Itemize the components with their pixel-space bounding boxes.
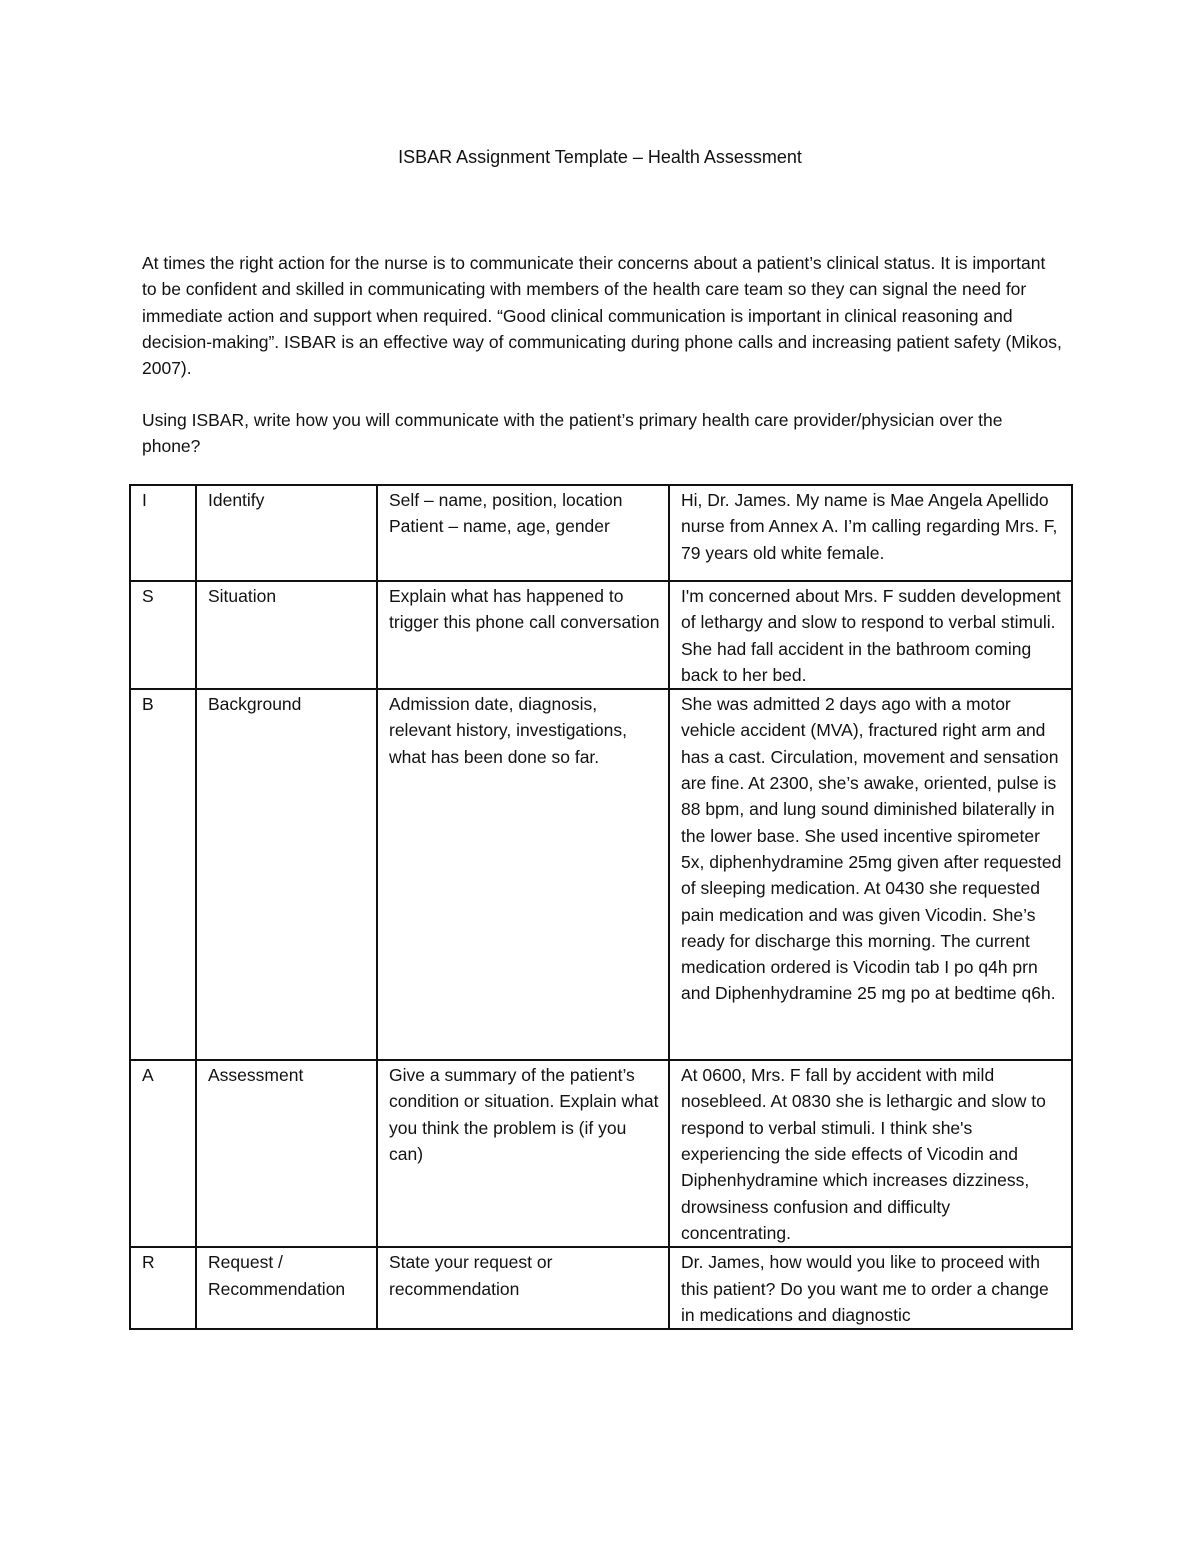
row-guide	[377, 1247, 669, 1329]
isbar-table	[129, 484, 1073, 1330]
row-letter-text: R	[142, 1252, 155, 1273]
table-row-situation	[130, 581, 1072, 689]
row-response	[669, 1247, 1072, 1329]
row-guide-text: Explain what has happened to trigger this phone call conversation	[389, 586, 660, 633]
row-guide-text: Self – name, position, location Patient – name, age, gender	[389, 490, 623, 537]
row-response-text: I'm concerned about Mrs. F sudden development of lethargy and slow to respond to verbal stimuli. She had fall accident in the bathroom coming back to her bed.	[681, 586, 1061, 685]
table-row-assessment	[130, 1060, 1072, 1247]
row-guide	[377, 581, 669, 689]
row-guide	[377, 485, 669, 581]
table-row-background	[130, 689, 1072, 1060]
row-response-text: Dr. James, how would you like to proceed with this patient? Do you want me to order a change in medications and diagnostic	[681, 1252, 1049, 1325]
row-letter-text: B	[142, 694, 154, 715]
row-letter	[130, 485, 196, 581]
row-guide	[377, 689, 669, 1060]
row-guide-text: Give a summary of the patient’s condition or situation. Explain what you think the problem is (if you can)	[389, 1065, 659, 1165]
row-response	[669, 581, 1072, 689]
row-guide	[377, 1060, 669, 1247]
row-response-text: At 0600, Mrs. F fall by accident with mild nosebleed. At 0830 she is lethargic and slow to respond to verbal stimuli. I think she's experiencing the side effects of Vicodin and Diphenhydramine which increases dizziness, drowsiness confusion and difficulty concentrating.	[681, 1065, 1046, 1243]
row-response-text: She was admitted 2 days ago with a motor vehicle accident (MVA), fractured right arm and has a cast. Circulation, movement and sensation are fine. At 2300, she’s awake, oriented, pulse is 88 bpm, and lung sound diminished bilaterally in the lower base. She used incentive spirometer 5x, diphenhydramine 25mg given after requested of sleeping medication. At 0430 she requested pain medication and was given Vicodin. She’s ready for discharge this morning. The current medication ordered is Vicodin tab I po q4h prn and Diphenhydramine 25 mg po at bedtime q6h.	[681, 694, 1062, 1004]
row-response	[669, 485, 1072, 581]
row-label-text: Situation	[208, 586, 277, 606]
row-letter-text: I	[142, 490, 147, 510]
row-label-text: Background	[208, 694, 302, 715]
row-guide-text: State your request or recommendation	[389, 1252, 553, 1299]
row-letter	[130, 1247, 196, 1329]
row-response-text: Hi, Dr. James. My name is Mae Angela Apellido nurse from Annex A. I’m calling regarding Mrs. F, 79 years old white female.	[681, 490, 1058, 563]
row-guide-text: Admission date, diagnosis, relevant history, investigations, what has been done so far.	[389, 694, 627, 767]
row-label-text: Assessment	[208, 1065, 304, 1086]
row-letter-text: A	[142, 1065, 154, 1086]
row-letter	[130, 1060, 196, 1247]
row-letter	[130, 581, 196, 689]
row-letter-text: S	[142, 586, 154, 606]
row-label	[196, 581, 377, 689]
row-response	[669, 1060, 1072, 1247]
row-label-text: Request / Recommendation	[208, 1252, 346, 1299]
row-label	[196, 485, 377, 581]
table-row-request	[130, 1247, 1072, 1329]
intro-paragraph: At times the right action for the nurse is to communicate their concerns about a patient’s clinical status. It is important to be confident and skilled in communicating with members of the health care team so they can signal the need for immediate action and support when required. “Good clinical communication is important in clinical reasoning and decision-making”. ISBAR is an effective way of communicating during phone calls and increasing patient safety (Mikos, 2007).	[142, 253, 1062, 379]
page-title: ISBAR Assignment Template – Health Assessment	[398, 147, 802, 167]
row-label-text: Identify	[208, 490, 265, 510]
row-label	[196, 1060, 377, 1247]
table-row-identify	[130, 485, 1072, 581]
row-letter	[130, 689, 196, 1060]
row-response	[669, 689, 1072, 1060]
question-paragraph: Using ISBAR, write how you will communicate with the patient’s primary health care provider/physician over the phone?	[142, 410, 1003, 457]
row-label	[196, 1247, 377, 1329]
row-label	[196, 689, 377, 1060]
